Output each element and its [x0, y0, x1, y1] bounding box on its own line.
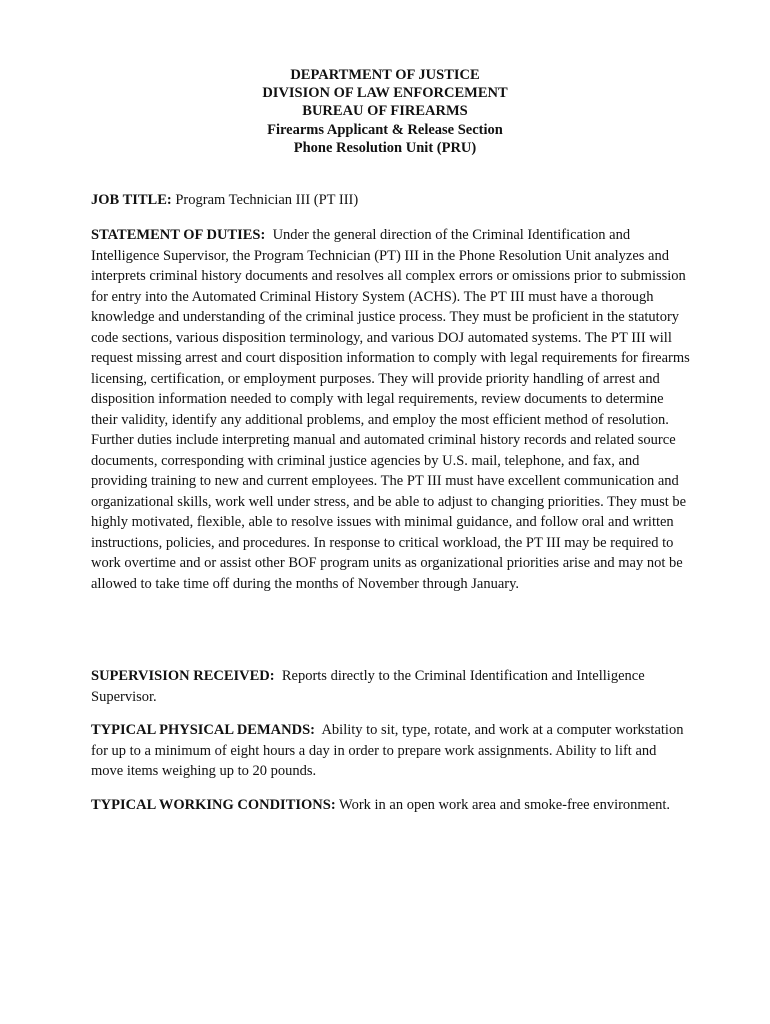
- supervision-received-label: SUPERVISION RECEIVED:: [91, 668, 275, 684]
- supervision-received-text: Reports directly to the Criminal Identification and Intelligence Supervisor.: [91, 668, 645, 705]
- typical-working-conditions-section: [91, 795, 691, 816]
- typical-physical-demands-label: TYPICAL PHYSICAL DEMANDS:: [91, 722, 315, 738]
- job-title-text: Program Technician III (PT III): [175, 192, 359, 208]
- header-department: DEPARTMENT OF JUSTICE: [290, 67, 480, 83]
- header-division: DIVISION OF LAW ENFORCEMENT: [262, 85, 508, 102]
- document-header: [0, 66, 770, 157]
- statement-of-duties-text: Under the general direction of the Criminal Identification and Intelligence Supervisor, the Program Technician (PT) III in the Phone Resolution Unit analyzes and interprets criminal history documents and resolves all complex errors or omissions prior to submission for entry into the Automated Criminal History System (ACHS). The PT III must have a thorough knowledge and understanding of the criminal justice process. They must be proficient in the statutory code sections, various disposition terminology, and various DOJ automated systems. The PT III will request missing arrest and court disposition information to comply with legal requirements for firearms licensing, certification, or employment purposes. They will provide priority handling of arrest and disposition information needed to comply with legal requirements, review documents to determine their validity, identify any additional problems, and employ the most efficient method of resolution. Further duties include interpreting manual and automated criminal history records and related source documents, corresponding with criminal justice agencies by U.S. mail, telephone, and fax, and providing training to new and current employees. The PT III must have excellent communication and organizational skills, work well under stress, and be able to adjust to changing priorities. They must be highly motivated, flexible, able to resolve issues with minimal guidance, and follow oral and written instructions, policies, and procedures. In response to critical workload, the PT III may be required to work overtime and or assist other BOF program units as organizational priorities arise and may not be allowed to take time off during the months of November through January.: [91, 227, 690, 592]
- statement-of-duties-section: [91, 225, 691, 594]
- job-title-label: JOB TITLE:: [91, 192, 172, 208]
- typical-working-conditions-label: TYPICAL WORKING CONDITIONS:: [91, 797, 336, 813]
- supervision-received-section: [91, 666, 691, 707]
- header-unit: Phone Resolution Unit (PRU): [293, 139, 477, 156]
- header-bureau: BUREAU OF FIREARMS: [302, 103, 468, 120]
- typical-physical-demands-section: [91, 720, 691, 782]
- typical-working-conditions-text: Work in an open work area and smoke-free environment.: [339, 797, 671, 813]
- typical-physical-demands-text: Ability to sit, type, rotate, and work at a computer workstation for up to a minimum of eight hours a day in order to prepare work assignments. Ability to lift and move items weighing up to 20 pounds.: [91, 722, 684, 779]
- statement-of-duties-label: STATEMENT OF DUTIES:: [91, 227, 266, 243]
- header-section: Firearms Applicant & Release Section: [267, 121, 503, 138]
- job-title-section: [91, 190, 691, 211]
